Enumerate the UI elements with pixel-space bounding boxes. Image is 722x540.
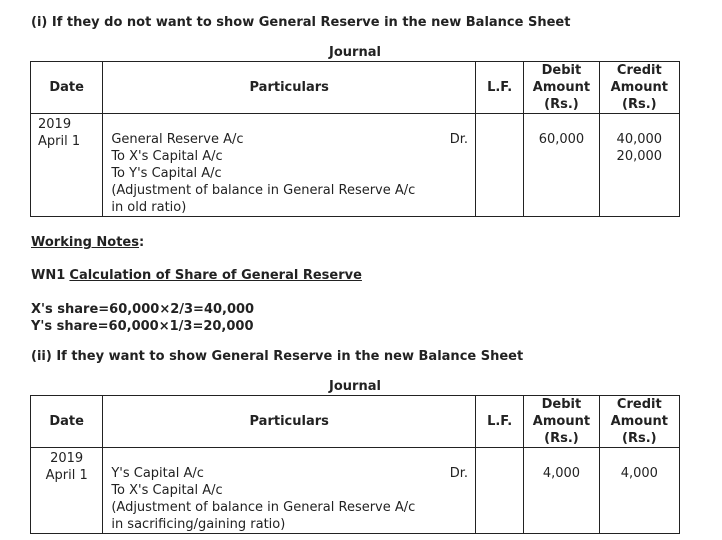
header-credit-line: (Rs.) xyxy=(622,431,657,446)
header-credit-amount xyxy=(599,396,679,448)
part2-journal-title: Journal xyxy=(329,379,381,394)
header-credit-amount xyxy=(599,62,679,114)
header-debit-line: (Rs.) xyxy=(544,97,579,112)
particulars-line: To X's Capital A/c xyxy=(111,483,223,498)
particulars-line: General Reserve A/c xyxy=(111,132,244,147)
particulars-line: in old ratio) xyxy=(111,200,187,215)
entry-debit xyxy=(524,448,599,534)
dr-mark: Dr. xyxy=(449,466,469,481)
header-date: Date xyxy=(31,396,103,448)
particulars-line: in sacrificing/gaining ratio) xyxy=(111,517,286,532)
wn1-title: Calculation of Share of General Reserve xyxy=(69,268,362,283)
credit-value: 40,000 xyxy=(616,132,663,147)
entry-date xyxy=(31,114,103,217)
entry-year: 2019 xyxy=(38,117,72,132)
header-credit-line: (Rs.) xyxy=(622,97,657,112)
journal-table-2 xyxy=(30,395,680,534)
part1-journal-title: Journal xyxy=(329,45,381,60)
debit-value: 4,000 xyxy=(542,466,581,481)
particulars-line: Y's Capital A/c xyxy=(111,466,204,481)
part1-heading: (i) If they do not want to show General Reserve in the new Balance Sheet xyxy=(31,15,571,30)
entry-debit xyxy=(524,114,599,217)
entry-particulars xyxy=(103,448,476,534)
dr-mark: Dr. xyxy=(449,132,469,147)
working-notes-heading xyxy=(31,235,144,250)
entry-credit xyxy=(599,114,679,217)
entry-credit xyxy=(599,448,679,534)
header-lf: L.F. xyxy=(476,62,524,114)
wn1-label: WN1 xyxy=(31,268,66,283)
credit-value: 20,000 xyxy=(616,149,663,164)
header-particulars: Particulars xyxy=(103,62,476,114)
header-debit-line: Debit xyxy=(541,397,582,412)
working-notes-colon: : xyxy=(139,235,145,250)
header-debit-line: Amount xyxy=(532,80,591,95)
header-date: Date xyxy=(31,62,103,114)
credit-value: 4,000 xyxy=(620,466,658,481)
y-share-line: Y's share=60,000×1/3=20,000 xyxy=(31,319,254,334)
header-credit-line: Credit xyxy=(616,397,662,412)
journal-entry-row xyxy=(31,114,680,217)
debit-value: 60,000 xyxy=(538,132,585,147)
entry-year: 2019 xyxy=(50,451,84,466)
header-credit-line: Amount xyxy=(610,414,668,429)
header-lf: L.F. xyxy=(476,396,524,448)
journal-entry-row xyxy=(31,448,680,534)
entry-lf xyxy=(476,448,524,534)
header-debit-line: Amount xyxy=(532,414,591,429)
header-debit-line: Debit xyxy=(541,63,582,78)
x-share-line: X's share=60,000×2/3=40,000 xyxy=(31,302,255,317)
particulars-line: To X's Capital A/c xyxy=(111,149,223,164)
entry-date xyxy=(31,448,103,534)
entry-particulars xyxy=(103,114,476,217)
header-debit-amount xyxy=(524,62,599,114)
part2-heading: (ii) If they want to show General Reserve in the new Balance Sheet xyxy=(31,349,524,364)
entry-day: April 1 xyxy=(45,468,88,483)
entry-lf xyxy=(476,114,524,217)
header-debit-line: (Rs.) xyxy=(544,431,579,446)
journal-table-1 xyxy=(30,61,680,217)
header-credit-line: Credit xyxy=(616,63,662,78)
particulars-line: (Adjustment of balance in General Reserve A/c xyxy=(111,500,416,515)
wn1-heading xyxy=(31,268,362,283)
particulars-line: To Y's Capital A/c xyxy=(111,166,222,181)
particulars-line: (Adjustment of balance in General Reserve A/c xyxy=(111,183,416,198)
header-credit-line: Amount xyxy=(610,80,668,95)
header-debit-amount xyxy=(524,396,599,448)
entry-day: April 1 xyxy=(38,134,81,149)
header-particulars: Particulars xyxy=(103,396,476,448)
working-notes-title: Working Notes xyxy=(31,235,139,250)
